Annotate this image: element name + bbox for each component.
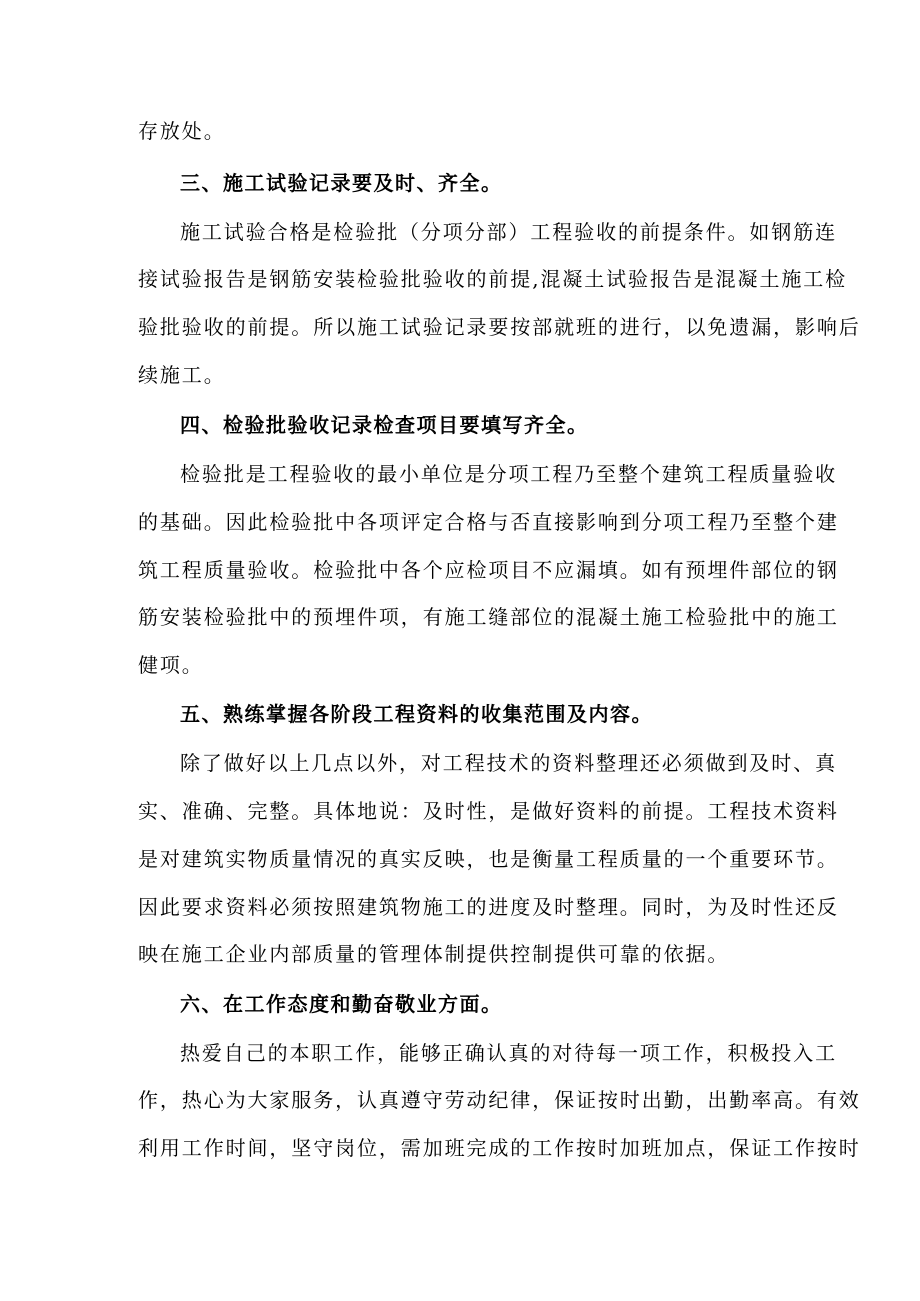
section-heading-4: 四、检验批验收记录检查项目要填写齐全。 <box>180 413 589 437</box>
paragraph-line: 的基础。因此检验批中各项评定合格与否直接影响到分项工程乃至整个建 <box>138 510 839 534</box>
paragraph-line: 筑工程质量验收。检验批中各个应检项目不应漏填。如有预埋件部位的钢 <box>138 558 839 582</box>
paragraph-line: 施工试验合格是检验批（分项分部）工程验收的前提条件。如钢筋连 <box>180 220 837 244</box>
paragraph-line: 检验批是工程验收的最小单位是分项工程乃至整个建筑工程质量验收 <box>180 462 837 486</box>
paragraph-line: 热爱自己的本职工作，能够正确认真的对待每一项工作，积极投入工 <box>180 1041 837 1065</box>
paragraph-line: 健项。 <box>138 653 204 677</box>
paragraph-line: 作，热心为大家服务，认真遵守劳动纪律，保证按时出勤，出勤率高。有效 <box>138 1088 861 1112</box>
paragraph-line: 是对建筑实物质量情况的真实反映，也是衡量工程质量的一个重要环节。 <box>138 847 839 871</box>
section-heading-6: 六、在工作态度和勤奋敬业方面。 <box>180 992 503 1016</box>
paragraph-line: 实、准确、完整。具体地说：及时性，是做好资料的前提。工程技术资料 <box>138 799 839 823</box>
paragraph-line: 存放处。 <box>138 119 226 143</box>
paragraph-line: 利用工作时间，坚守岗位，需加班完成的工作按时加班加点，保证工作按时 <box>138 1136 861 1160</box>
paragraph-line: 映在施工企业内部质量的管理体制提供控制提供可靠的依据。 <box>138 942 730 966</box>
paragraph-line: 续施工。 <box>138 363 226 387</box>
paragraph-line: 验批验收的前提。所以施工试验记录要按部就班的进行，以免遗漏，影响后 <box>138 315 861 339</box>
paragraph-line: 筋安装检验批中的预埋件项，有施工缝部位的混凝土施工检验批中的施工 <box>138 605 839 629</box>
paragraph-line: 因此要求资料必须按照建筑物施工的进度及时整理。同时，为及时性还反 <box>138 895 839 919</box>
paragraph-line: 除了做好以上几点以外，对工程技术的资料整理还必须做到及时、真 <box>180 751 837 775</box>
section-heading-5: 五、熟练掌握各阶段工程资料的收集范围及内容。 <box>180 702 653 726</box>
paragraph-line: 接试验报告是钢筋安装检验批验收的前提,混凝土试验报告是混凝土施工检 <box>138 267 848 291</box>
section-heading-3: 三、施工试验记录要及时、齐全。 <box>180 171 503 195</box>
